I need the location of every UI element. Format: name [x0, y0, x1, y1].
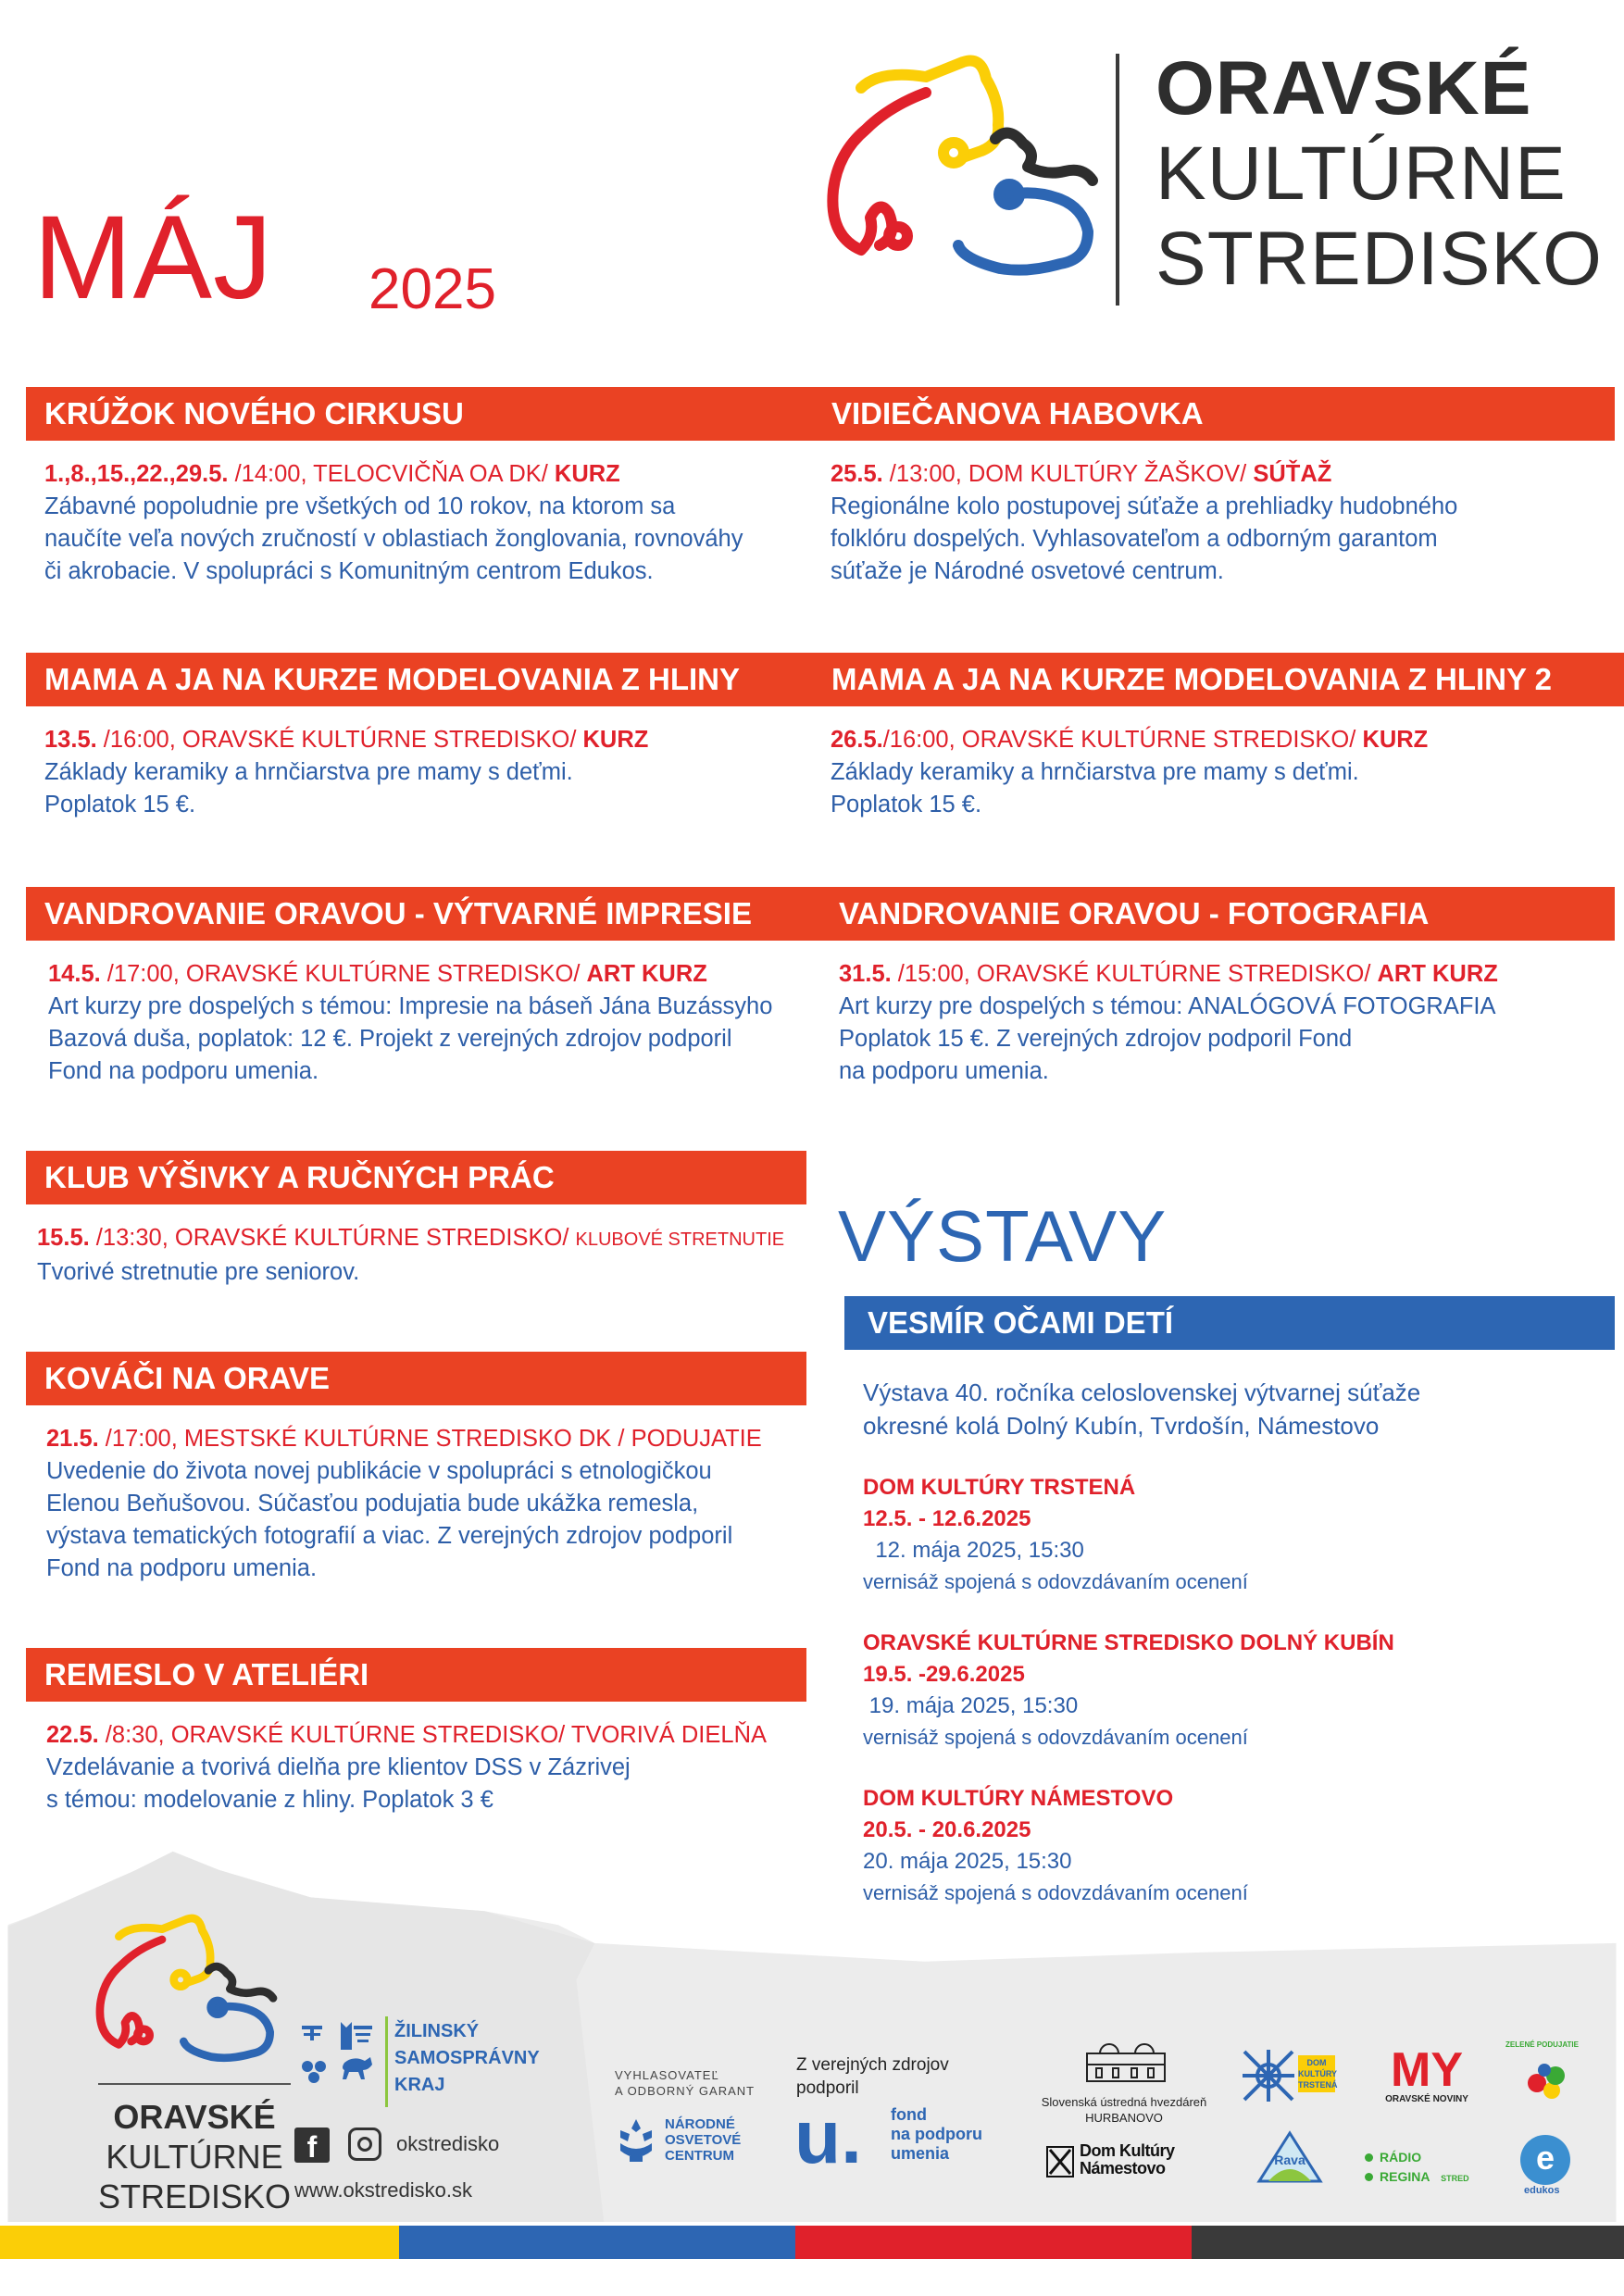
- stripe-dark: [1192, 2226, 1624, 2259]
- event-body-vandrovanie1: 14.5. /17:00, ORAVSKÉ KULTÚRNE STREDISKO/ ART KURZ Art kurzy pre dospelých s témou: Impresie na báseň Jána Buzássyho Bazová duša, poplatok: 12 €. Projekt z verejných zdrojov podporil Fond na podporu umenia.: [48, 961, 773, 1084]
- event-body-mama1: 13.5. /16:00, ORAVSKÉ KULTÚRNE STREDISKO/ KURZ Základy keramiky a hrnčiarstva pre mamy s deťmi. Poplatok 15 €.: [44, 727, 649, 817]
- dk-namestovo-logo-icon: [1046, 2146, 1074, 2177]
- event-body-klub: 15.5. /13:30, ORAVSKÉ KULTÚRNE STREDISKO/ KLUBOVÉ STRETNUTIE Tvorivé stretnutie pre seniorov.: [37, 1225, 785, 1285]
- zsk-coat-of-arms-icon: [294, 2016, 383, 2100]
- website-link[interactable]: www.okstredisko.sk: [294, 2178, 472, 2202]
- dk-namestovo-name: Dom Kultúry Námestovo: [1080, 2141, 1175, 2177]
- footer-logo-divider: [98, 2083, 291, 2085]
- event-body-remeslo: 22.5. /8:30, ORAVSKÉ KULTÚRNE STREDISKO/ TVORIVÁ DIELŇA Vzdelávanie a tvorivá dielňa pre klientov DSS v Zázrivej s témou: modelovanie z hliny. Poplatok 3 €: [46, 1722, 768, 1813]
- fpu-caption: Z verejných zdrojov podporil: [796, 2055, 949, 2098]
- exhibition-venue-kubin: ORAVSKÉ KULTÚRNE STREDISKO DOLNÝ KUBÍN 19.5. -29.6.2025 19. mája 2025, 15:30 vernisáž spojená s odovzdávaním ocenení: [863, 1630, 1394, 1749]
- dk-trstena-name: DOM KULTÚRY TRSTENÁ: [1298, 2055, 1335, 2092]
- event-title-kovaci: KOVÁČI NA ORAVE: [26, 1352, 806, 1405]
- edukos-logo-icon: e: [1520, 2135, 1570, 2185]
- stripe-yellow: [0, 2226, 399, 2259]
- brand-divider: [1116, 54, 1119, 306]
- radio-regina-name: RÁDIO REGINA STRED: [1380, 2150, 1469, 2184]
- event-title-circus: KRÚŽOK NOVÉHO CIRKUSU: [26, 387, 828, 441]
- event-title-mama2: MAMA A JA NA KURZE MODELOVANIA Z HLINY 2: [813, 653, 1624, 706]
- zsk-name: ŽILINSKÝ SAMOSPRÁVNY KRAJ: [394, 2021, 540, 2095]
- month-title: MÁJ: [33, 192, 273, 324]
- zelene-podujatie-icon: [1518, 2052, 1574, 2105]
- footer-brand-name: ORAVSKÉ KULTÚRNE STREDISKO: [97, 2098, 292, 2216]
- rava-logo-icon: [1255, 2128, 1324, 2185]
- instagram-icon[interactable]: [348, 2128, 381, 2161]
- my-noviny-logo: MY ORAVSKÉ NOVINY: [1385, 2043, 1468, 2104]
- noc-logo-icon: [615, 2115, 657, 2164]
- zsk-divider: [385, 2016, 388, 2107]
- fpu-logo-icon: u.: [794, 2095, 862, 2179]
- exhibition-intro: Výstava 40. ročníka celoslovenskej výtvarnej súťaže okresné kolá Dolný Kubín, Tvrdošín, Námestovo: [863, 1379, 1421, 1440]
- year-title: 2025: [369, 257, 496, 321]
- zelene-podujatie-name: ZELENÉ PODUJATIE: [1505, 2040, 1579, 2049]
- svg-text:Rava: Rava: [1274, 2152, 1305, 2167]
- oks-logo-icon: [824, 51, 1111, 301]
- exhibition-venue-trstena: DOM KULTÚRY TRSTENÁ 12.5. - 12.6.2025 12. mája 2025, 15:30 vernisáž spojená s odovzdávaním ocenení: [863, 1475, 1248, 1593]
- event-body-circus: 1.,8.,15.,22.,29.5. /14:00, TELOCVIČŇA OA DK/ KURZ Zábavné popoludnie pre všetkých od 10 rokov, na ktorom sa naučíte veľa nových zručností v oblastiach žonglovania, rovnováhy či akrobacie. V spolupráci s Komunitným centrom Edukos.: [44, 461, 743, 584]
- exhibition-venue-namestovo: DOM KULTÚRY NÁMESTOVO 20.5. - 20.6.2025 20. mája 2025, 15:30 vernisáž spojená s odovzdávaním ocenení: [863, 1786, 1248, 1904]
- stripe-blue: [399, 2226, 795, 2259]
- radio-regina-icon: [1365, 2153, 1374, 2185]
- noc-name: NÁRODNÉ OSVETOVÉ CENTRUM: [665, 2116, 742, 2164]
- exhibitions-heading: VÝSTAVY: [838, 1195, 1168, 1277]
- event-title-vandrovanie1: VANDROVANIE ORAVOU - VÝTVARNÉ IMPRESIE: [26, 887, 828, 941]
- edukos-name: edukos: [1524, 2185, 1560, 2196]
- event-body-mama2: 26.5./16:00, ORAVSKÉ KULTÚRNE STREDISKO/ KURZ Základy keramiky a hrnčiarstva pre mamy s deťmi. Poplatok 15 €.: [831, 727, 1429, 817]
- event-body-vandrovanie2: 31.5. /15:00, ORAVSKÉ KULTÚRNE STREDISKO/ ART KURZ Art kurzy pre dospelých s témou: ANALÓGOVÁ FOTOGRAFIA Poplatok 15 €. Z verejných zdrojov podporil Fond na podporu umenia.: [839, 961, 1498, 1084]
- brand-name: ORAVSKÉ KULTÚRNE STREDISKO: [1156, 46, 1603, 301]
- observatory-name: Slovenská ústredná hvezdáreň HURBANOVO: [1041, 2095, 1207, 2125]
- dk-trstena-logo-icon: [1241, 2048, 1296, 2103]
- event-title-remeslo: REMESLO V ATELIÉRI: [26, 1648, 806, 1702]
- exhibition-title: VESMÍR OČAMI DETÍ: [844, 1296, 1615, 1350]
- observatory-logo-icon: [1081, 2035, 1170, 2089]
- event-title-klub: KLUB VÝŠIVKY A RUČNÝCH PRÁC: [26, 1151, 806, 1204]
- stripe-red: [795, 2226, 1192, 2259]
- noc-caption: VYHLASOVATEĽ A ODBORNÝ GARANT: [615, 2068, 756, 2098]
- footer-oks-logo-icon: [93, 1912, 287, 2078]
- event-title-vandrovanie2: VANDROVANIE ORAVOU - FOTOGRAFIA: [820, 887, 1615, 941]
- fpu-name: fond na podporu umenia: [891, 2105, 982, 2163]
- social-handle[interactable]: okstredisko: [396, 2132, 500, 2155]
- facebook-icon[interactable]: f: [294, 2128, 330, 2163]
- event-body-habovka: 25.5. /13:00, DOM KULTÚRY ŽAŠKOV/ SÚŤAŽ Regionálne kolo postupovej súťaže a prehliadky hudobného folklóru dospelých. Vyhlasovateľom a odborným garantom súťaže je Národné osvetové centrum.: [831, 461, 1458, 584]
- event-title-mama1: MAMA A JA NA KURZE MODELOVANIA Z HLINY: [26, 653, 828, 706]
- event-title-habovka: VIDIEČANOVA HABOVKA: [813, 387, 1615, 441]
- event-body-kovaci: 21.5. /17:00, MESTSKÉ KULTÚRNE STREDISKO DK / PODUJATIE Uvedenie do života novej publikácie v spolupráci s etnologičkou Elenou Beňušovou. Súčasťou podujatia bude ukážka remesla, výstava tematických fotografií a viac. Z verejných zdrojov podporil Fond na podporu umenia.: [46, 1426, 762, 1581]
